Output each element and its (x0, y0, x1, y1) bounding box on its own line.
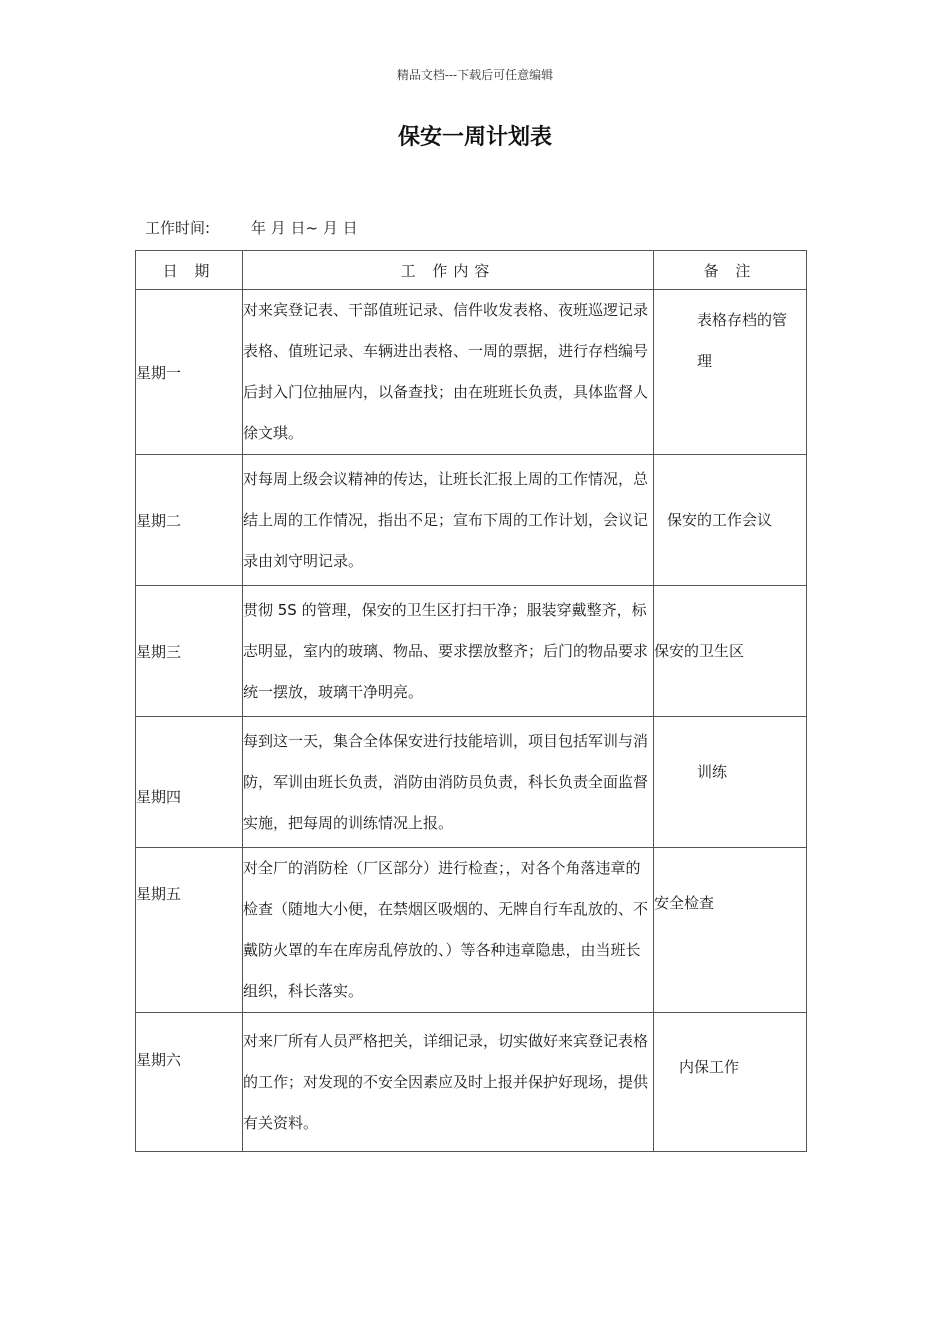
day-cell: 星期四 (136, 717, 243, 848)
day-cell: 星期五 (136, 848, 243, 1013)
work-time-label: 工作时间: (145, 219, 211, 237)
table-row-saturday (136, 1013, 807, 1152)
header-content: 工 作内容 (243, 251, 654, 290)
note-cell: 训练 (654, 717, 807, 848)
table-row-wednesday (136, 586, 807, 717)
note-cell: 保安的卫生区 (654, 586, 807, 717)
table-row-friday (136, 848, 807, 1013)
content-cell: 贯彻 5S 的管理，保安的卫生区打扫干净；服装穿戴整齐，标志明显，室内的玻璃、物品、要求摆放整齐；后门的物品要求统一摆放，玻璃干净明亮。 (243, 586, 654, 717)
note-cell: 安全检查 (654, 848, 807, 1013)
note-cell: 内保工作 (654, 1013, 807, 1152)
document-title: 保安一周计划表 (397, 125, 552, 150)
work-time-value: 年 月 日~ 月 日 (251, 219, 358, 237)
header-date: 日 期 (136, 251, 243, 290)
day-cell: 星期三 (136, 586, 243, 717)
note-cell (654, 290, 807, 455)
content-cell: 对来厂所有人员严格把关，详细记录，切实做好来宾登记表格的工作；对发现的不安全因素应及时上报并保护好现场，提供有关资料。 (243, 1013, 654, 1152)
day-cell: 星期六 (136, 1013, 243, 1152)
note-cell: 保安的工作会议 (654, 455, 807, 586)
header-note: 备 注 (654, 251, 807, 290)
content-cell: 每到这一天，集合全体保安进行技能培训，项目包括军训与消防，军训由班长负责，消防由消防员负责，科长负责全面监督实施，把每周的训练情况上报。 (243, 717, 654, 848)
table-row-monday (136, 290, 807, 455)
note-text: 表格存档的管理 (697, 311, 788, 370)
day-cell: 星期一 (136, 290, 243, 455)
table-row-tuesday (136, 455, 807, 586)
watermark-text: 精品文档---下载后可任意编辑 (396, 68, 554, 82)
content-cell: 对来宾登记表、干部值班记录、信件收发表格、夜班巡逻记录表格、值班记录、车辆进出表格、一周的票据，进行存档编号后封入门位抽屉内，以备查找；由在班班长负责，具体监督人徐文琪。 (243, 290, 654, 455)
content-cell: 对每周上级会议精神的传达，让班长汇报上周的工作情况，总结上周的工作情况，指出不足；宣布下周的工作计划，会议记录由刘守明记录。 (243, 455, 654, 586)
day-cell: 星期二 (136, 455, 243, 586)
table-header-row (136, 251, 807, 290)
table-row-thursday (136, 717, 807, 848)
weekly-plan-table (135, 250, 807, 1152)
work-time-row (145, 217, 358, 238)
content-cell: 对全厂的消防栓（厂区部分）进行检查；，对各个角落违章的检查（随地大小便，在禁烟区吸烟的、无牌自行车乱放的、不戴防火罩的车在库房乱停放的、）等各种违章隐患，由当班长组织，科长落实。 (243, 848, 654, 1013)
